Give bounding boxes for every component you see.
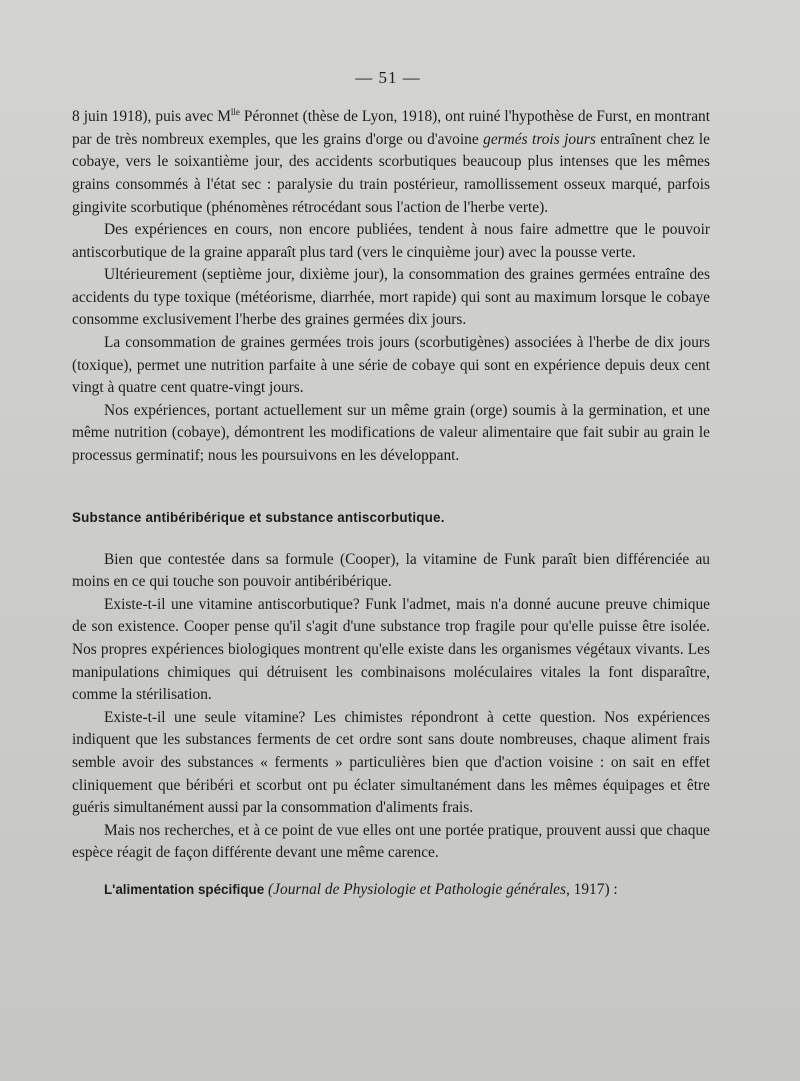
paragraph: Des expériences en cours, non encore publiées, tendent à nous faire admettre que le pouvoir antiscorbutique de la graine apparaît plus tard (vers le cinquième jour) avec la pousse verte. <box>72 221 710 261</box>
paragraph: Bien que contestée dans sa formule (Cooper), la vitamine de Funk paraît bien différenciée au moins en ce qui touche son pouvoir antibéribérique. <box>72 550 710 591</box>
body-text <box>72 101 710 902</box>
paragraph: Mais nos recherches, et à ce point de vue elles ont une portée pratique, prouvent aussi que chaque espèce réagit de façon différente devant une même carence. <box>72 821 710 862</box>
paragraph: Existe-t-il une vitamine antiscorbutique? Funk l'admet, mais n'a donné aucune preuve chimique de son existence. Cooper pense qu'il s'agit d'une substance trop fragile pour qu'elle puisse être isolée. Nos propres expériences biologiques montrent qu'elle existe dans les organismes végétaux vivants. Les manipulations chimiques qui détruisent les combinaisons moléculaires vitales la font disparaître, comme la stérilisation. <box>72 595 710 704</box>
page-number: — 51 — <box>355 68 421 87</box>
paragraph: Ultérieurement (septième jour, dixième jour), la consommation des graines germées entraîne des accidents du type toxique (météorisme, diarrhée, mort rapide) qui sont au maximum lorsque le cobaye consomme exclusivement l'herbe des graines germées dix jours. <box>72 266 710 329</box>
paragraph: Existe-t-il une seule vitamine? Les chimistes répondront à cette question. Nos expériences indiquent que les substances ferments de cet ordre sont sans doute nombreuses, chaque aliment frais semble avoir des substances « ferments » particulières bien que d'action voisine : on sait en effet cliniquement que béribéri et scorbut ont pu éclater simultanément dans les mêmes équipages et être guéris simultanément aussi par la consommation d'aliments frais. <box>72 708 710 817</box>
footer-reference: L'alimentation spécifique (Journal de Physiologie et Pathologie générales, 1917) : <box>104 880 618 898</box>
paragraph: Nos expériences, portant actuellement sur un même grain (orge) soumis à la germination, et une même nutrition (cobaye), démontrent les modifications de valeur alimentaire que fait subir au grain le processus germinatif; nous les poursuivons en les développant. <box>72 401 710 465</box>
section-heading: Substance antibéribérique et substance antiscorbutique. <box>72 509 445 525</box>
paragraph: La consommation de graines germées trois jours (scorbutigènes) associées à l'herbe de dix jours (toxique), permet une nutrition parfaite à une série de cobaye qui sont en expérience depuis deux cent vingt à quatre cent quatre-vingt jours. <box>72 334 710 397</box>
paragraph-continued: 8 juin 1918), puis avec $M^{lle}$ Péronnet (thèse de Lyon, 1918), ont ruiné l'hypothèse de Furst, en montrant par de très nombreux exemples, que les grains d'orge ou d'avoine germés trois jours entraînent chez le cobaye, vers le soixantième jour, des accidents scorbutiques beaucoup plus intenses que les mêmes grains consommés à l'état sec : paralysie du train postérieur, ramollissement osseux marqué, parfois gingivite scorbutique (phénomènes rétrocédant sous l'action de l'herbe verte). <box>72 107 711 216</box>
